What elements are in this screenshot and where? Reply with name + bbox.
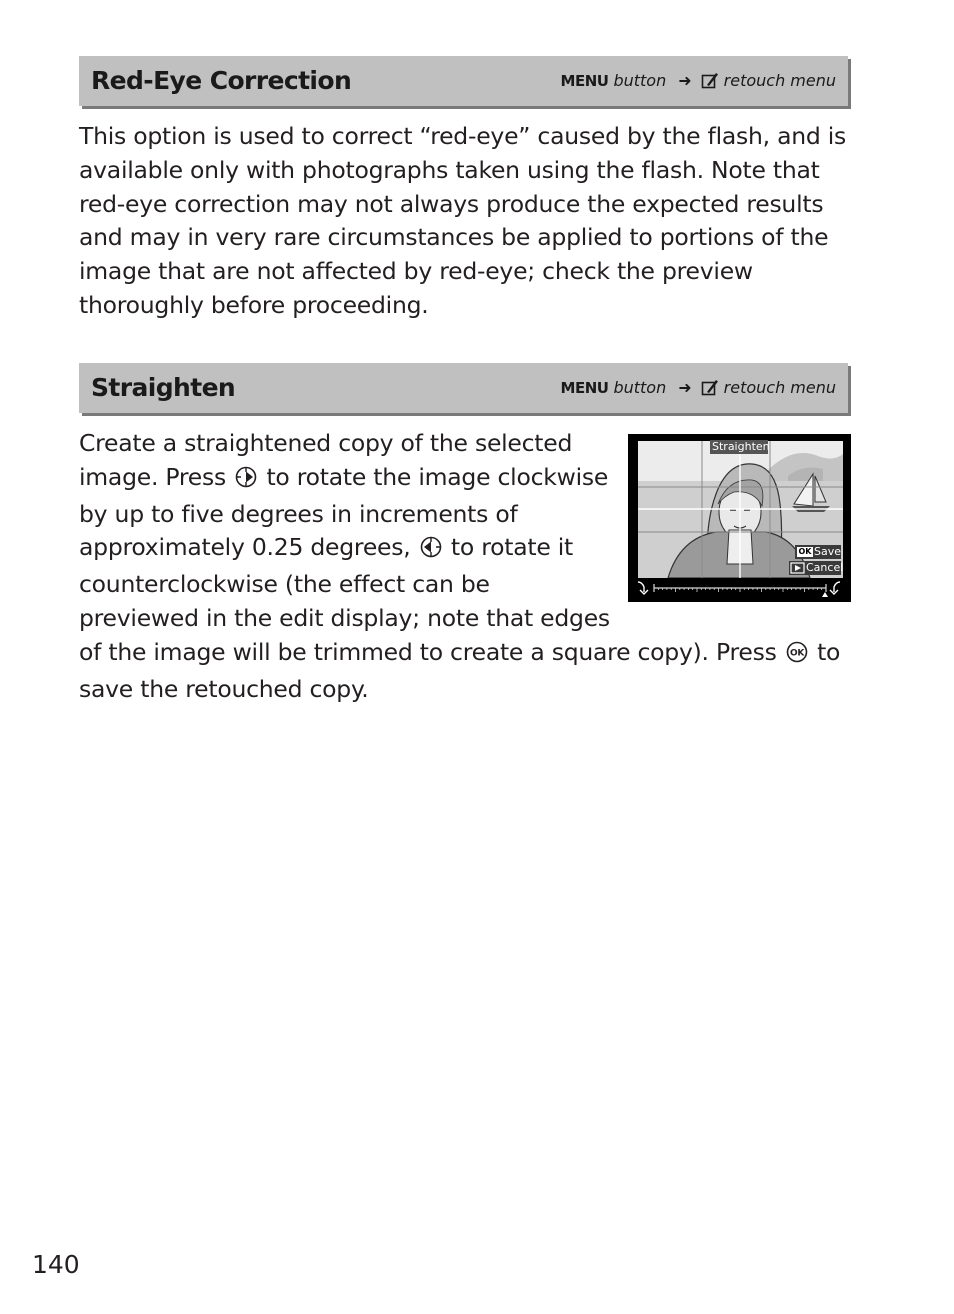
straighten-preview-image bbox=[628, 434, 851, 602]
text-line: by up to five degrees in increments of bbox=[79, 499, 518, 528]
text-line: and may in very rare circumstances be applied to portions of the bbox=[79, 223, 829, 252]
text-line: This option is used to correct “red-eye” caused by the flash, and is bbox=[79, 122, 847, 150]
breadcrumb-destination: retouch menu bbox=[723, 71, 836, 90]
arrow-icon: ➜ bbox=[678, 378, 692, 397]
text-fragment: approximately 0.25 degrees, bbox=[79, 533, 411, 562]
cancel-label: Cancel bbox=[806, 561, 844, 574]
text-line: counterclockwise (the effect can be bbox=[79, 570, 490, 599]
ok-button-icon bbox=[786, 639, 808, 673]
retouch-menu-icon bbox=[701, 59, 719, 109]
ok-label: OK bbox=[798, 547, 812, 556]
text-line: thoroughly before proceeding. bbox=[79, 290, 429, 319]
arrow-icon: ➜ bbox=[678, 71, 692, 90]
straighten-header bbox=[79, 363, 848, 413]
text-line: save the retouched copy. bbox=[79, 674, 369, 703]
menu-button-label: MENU bbox=[560, 379, 609, 397]
camera-screen-preview bbox=[628, 434, 851, 602]
text-line: red-eye correction may not always produce the expected results bbox=[79, 189, 824, 218]
breadcrumb-destination: retouch menu bbox=[723, 378, 836, 397]
retouch-menu-icon bbox=[701, 366, 719, 416]
red-eye-description bbox=[79, 120, 846, 323]
menu-breadcrumb bbox=[561, 363, 836, 416]
save-label: Save bbox=[814, 545, 842, 558]
page-number: 140 bbox=[32, 1250, 80, 1279]
section-title: Red-Eye Correction bbox=[91, 66, 352, 95]
text-fragment: to bbox=[817, 637, 841, 666]
breadcrumb-button-word: button bbox=[613, 378, 667, 397]
breadcrumb-button-word: button bbox=[613, 71, 667, 90]
text-line bbox=[79, 636, 840, 673]
text-line: Create a straightened copy of the selected bbox=[79, 429, 573, 457]
multi-selector-left-icon bbox=[420, 534, 442, 568]
multi-selector-right-icon bbox=[235, 464, 257, 498]
section-title: Straighten bbox=[91, 373, 236, 402]
text-line: image that are not affected by red-eye; check the preview bbox=[79, 257, 753, 286]
screen-title: Straighten bbox=[712, 440, 770, 453]
red-eye-correction-header bbox=[79, 56, 848, 106]
text-fragment: image. Press bbox=[79, 462, 226, 491]
menu-breadcrumb bbox=[561, 56, 836, 109]
text-fragment: to rotate the image clockwise bbox=[266, 462, 609, 491]
text-fragment: to rotate it bbox=[450, 533, 574, 562]
svg-text:OK: OK bbox=[789, 648, 804, 659]
text-line: previewed in the edit display; note that edges bbox=[79, 603, 610, 632]
text-line: available only with photographs taken using the flash. Note that bbox=[79, 155, 820, 184]
menu-button-label: MENU bbox=[560, 72, 609, 90]
text-fragment: of the image will be trimmed to create a square copy). Press bbox=[79, 637, 777, 666]
